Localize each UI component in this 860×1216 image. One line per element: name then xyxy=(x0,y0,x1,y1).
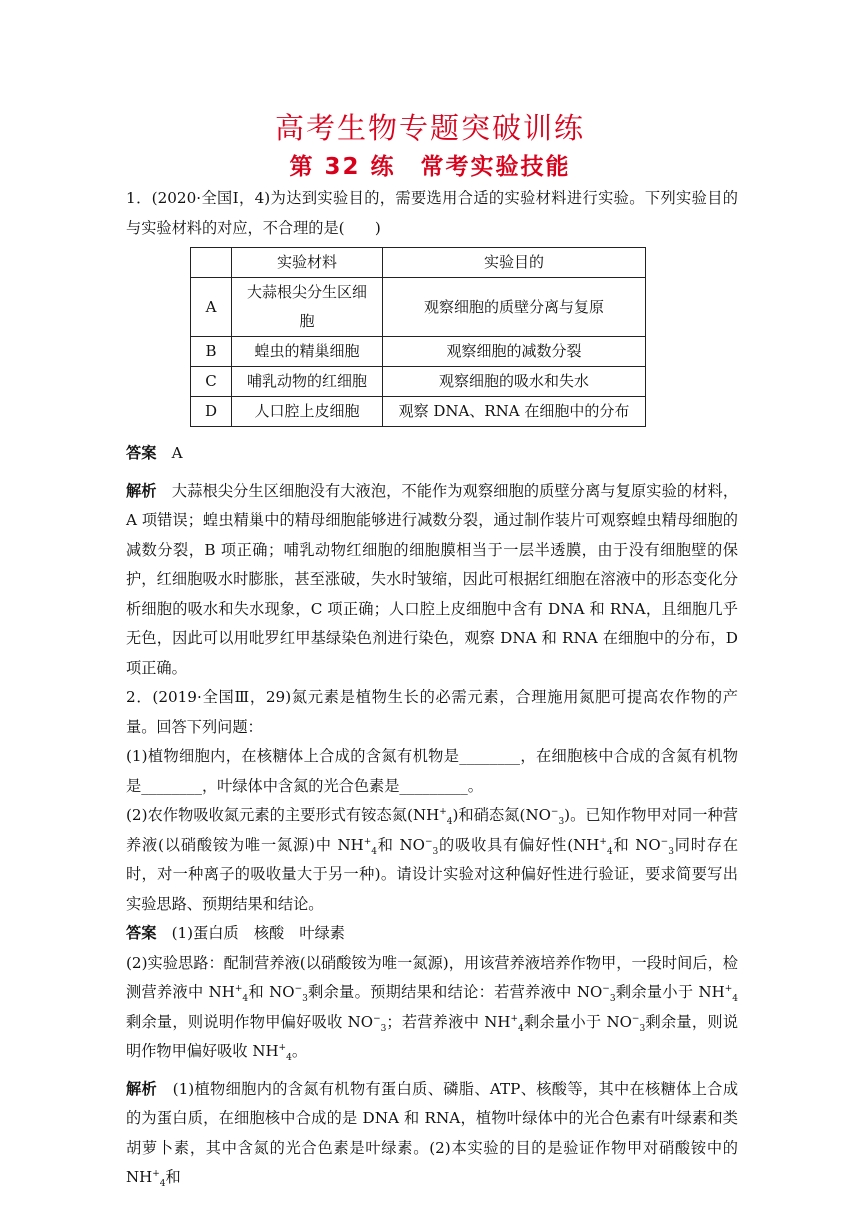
question-2-answer-part-2 xyxy=(126,949,738,1067)
option-letter: D xyxy=(191,397,232,427)
text-span: 剩余量，则说明作物甲偏好吸收 xyxy=(126,1012,739,1060)
analysis-label: 解析 xyxy=(126,1079,158,1098)
ammonium-ion: $NH^+_4$ xyxy=(208,983,249,1004)
answer-text: (1)蛋白质 核酸 叶绿素 xyxy=(156,924,345,942)
question-2-analysis xyxy=(126,1075,738,1193)
question-1-answer xyxy=(126,439,738,469)
nitrate-ion: $NO^-_3$ xyxy=(576,983,616,1004)
nitrate-ion: $NO^-_3$ xyxy=(399,835,439,857)
question-1-stem: 1．(2020·全国Ⅰ，4)为达到实验目的，需要选用合适的实验材料进行实验。下列实验目的与实验材料的对应，不合理的是( ) xyxy=(126,189,738,237)
question-2-part-1: (1)植物细胞内，在核糖体上合成的含氮有机物是________，在细胞核中合成的含氮有机物是________，叶绿体中含氮的光合色素是_________。 xyxy=(126,747,738,795)
material-cell: 蝗虫的精巢细胞 xyxy=(232,337,383,367)
document-title: 高考生物专题突破训练 xyxy=(274,111,585,145)
material-cell: 哺乳动物的红细胞 xyxy=(232,367,383,397)
text-span: 的吸收具有偏好性( xyxy=(438,835,574,854)
text-span: 和 xyxy=(612,835,636,854)
purpose-cell: 观察 DNA、RNA 在细胞中的分布 xyxy=(383,397,646,427)
question-2-stem: 2．(2019·全国Ⅲ，29)氮元素是植物生长的必需元素，合理施用氮肥可提高农作物的产量。回答下列问题： xyxy=(126,688,738,736)
answer-label: 答案 xyxy=(126,924,157,942)
document-subtitle: 第 32 练 常考实验技能 xyxy=(289,154,571,180)
table-header-cell: 实验材料 xyxy=(232,248,383,278)
table-header-cell: 实验目的 xyxy=(383,248,646,278)
nitrate-ion: $NO^-_3$ xyxy=(347,1012,387,1034)
text-span: 同时存在时，对一种离子的吸收量大于另一种)。请设计实验对这种偏好性进行验证，要求简要写出实验思路、预期结果和结论。 xyxy=(126,835,739,913)
analysis-text: 大蒜根尖分生区细胞没有大液泡，不能作为观察细胞的质壁分离与复原实验的材料，A 项错误；蝗虫精巢中的精母细胞能够进行减数分裂，通过制作装片可观察蝗虫精母细胞的减数分裂，B 项正确；哺乳动物红细胞的细胞膜相当于一层半透膜，由于没有细胞壁的保护，红细胞吸水时膨胀，甚至涨破，失水时皱缩，因此可根据红细胞在溶液中的形态变化分析细胞的吸水和失水现象，C 项正确；人口腔上皮细胞中含有 DNA 和 RNA，且细胞几乎无色，因此可以用吡罗红甲基绿染色剂进行染色，观察 DNA 和 RNA 在细胞中的分布，D 项正确。 xyxy=(126,481,739,677)
text-span: (2)农作物吸收氮元素的主要形式有铵态氮( xyxy=(126,806,413,824)
answer-text: A xyxy=(156,444,183,462)
ammonium-ion: $NH^+_4$ xyxy=(698,983,739,1004)
table-header-row xyxy=(191,248,646,278)
ammonium-ion: $NH^+_4$ xyxy=(252,1042,292,1063)
purpose-cell: 观察细胞的质壁分离与复原 xyxy=(383,278,646,337)
purpose-cell: 观察细胞的减数分裂 xyxy=(383,337,646,367)
text-span: 剩余量小于 xyxy=(523,1012,607,1031)
ammonium-ion: $NH^+_4$ xyxy=(337,835,377,857)
text-span: )和硝态氮( xyxy=(452,806,526,824)
analysis-text: 和 xyxy=(165,1168,181,1186)
text-span: 。 xyxy=(291,1042,308,1060)
table-header-cell xyxy=(191,248,232,278)
nitrate-ion: $NO^-_3$ xyxy=(635,835,674,857)
ammonium-ion: $NH^+_4$ xyxy=(484,1012,524,1034)
question-2-part-2 xyxy=(126,801,738,919)
nitrate-ion: $NO^-_3$ xyxy=(606,1012,646,1034)
question-1-analysis xyxy=(126,477,738,684)
ammonium-ion: $NH^+_4$ xyxy=(126,1168,166,1189)
document-body xyxy=(126,184,738,1193)
text-span: (2)实验思路：配制营养液(以硝酸铵为唯一氮源)，用该营养液培养作物甲，一段时间后，检测营养液中 xyxy=(126,953,738,1001)
analysis-text: (1)植物细胞内的含氮有机物有蛋白质、磷脂、ATP、核酸等，其中在核糖体上合成的为蛋白质，在细胞核中合成的是 DNA 和 RNA，植物叶绿体中的光合色素有叶绿素和类胡萝卜素，其中含氮的光合色素是叶绿素。(2)本实验的目的是验证作物甲对硝酸铵中的 xyxy=(126,1079,739,1157)
text-span: 和 xyxy=(376,835,400,854)
nitrate-ion: $NO^-_3$ xyxy=(269,983,308,1004)
answer-label: 答案 xyxy=(126,444,157,462)
nitrate-ion: $NO^-_3$ xyxy=(525,806,565,827)
table-row xyxy=(191,337,646,367)
purpose-cell: 观察细胞的吸水和失水 xyxy=(383,367,646,397)
material-cell: 大蒜根尖分生区细胞 xyxy=(232,278,383,337)
text-span: 剩余量。预期结果和结论：若营养液中 xyxy=(307,983,577,1001)
option-letter: B xyxy=(191,337,232,367)
text-span: 剩余量，则说明作物甲偏好吸收 xyxy=(126,1012,348,1031)
table-row xyxy=(191,278,646,337)
text-span: 剩余量小于 xyxy=(615,983,699,1001)
table-row xyxy=(191,367,646,397)
option-letter: C xyxy=(191,367,232,397)
text-span: ；若营养液中 xyxy=(386,1012,485,1031)
materials-table xyxy=(190,247,646,427)
analysis-label: 解析 xyxy=(126,481,157,500)
text-span: )。已知作物甲对同一种营养液(以硝酸铵为唯一氮源)中 xyxy=(126,806,738,854)
option-letter: A xyxy=(191,278,232,337)
table-row xyxy=(191,397,646,427)
ammonium-ion: $NH^+_4$ xyxy=(573,835,613,857)
ammonium-ion: $NH^+_4$ xyxy=(412,806,453,827)
text-span: 和 xyxy=(248,983,270,1001)
question-2-answer xyxy=(126,919,738,949)
material-cell: 人口腔上皮细胞 xyxy=(232,397,383,427)
